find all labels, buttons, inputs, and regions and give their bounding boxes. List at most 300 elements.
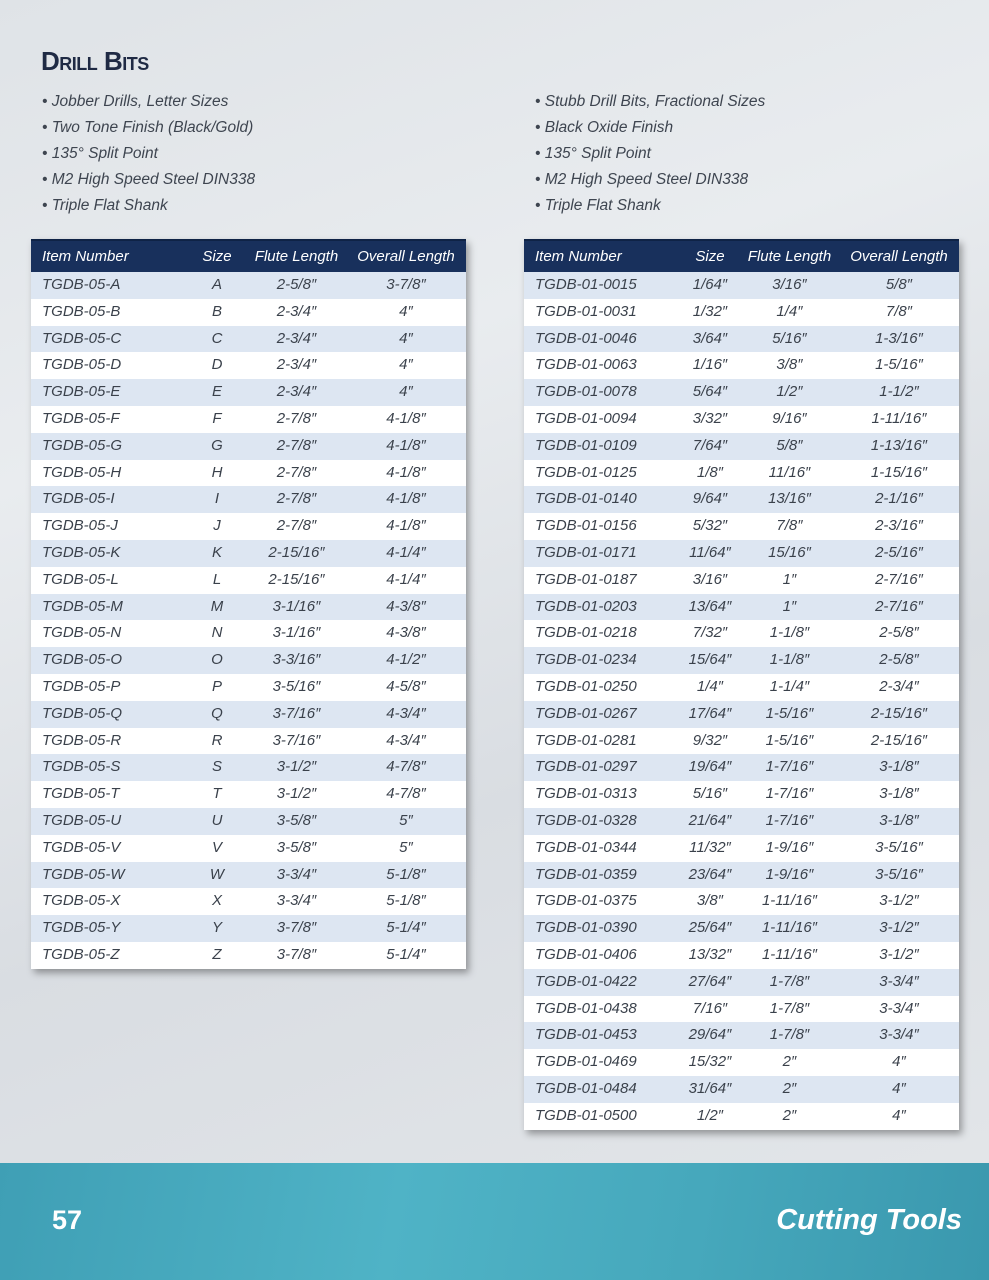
cell-item-number: TGDB-05-X [42, 892, 121, 910]
cell-size: K [211, 543, 222, 561]
cell-size: P [211, 677, 222, 695]
cell-size: E [211, 383, 222, 401]
cell-size: 1/8″ [696, 463, 724, 481]
cell-overall-length: 3-1/8″ [879, 785, 919, 803]
cell-flute-length: 3-5/8″ [276, 838, 317, 856]
cell-flute-length: 1-7/16″ [765, 811, 814, 829]
table-row [31, 379, 466, 406]
feature-item: • 135° Split Point [535, 141, 765, 167]
table-row [524, 379, 959, 406]
cell-flute-length: 1-7/16″ [765, 758, 814, 776]
cell-item-number: TGDB-05-P [42, 677, 121, 695]
cell-flute-length: 1-11/16″ [761, 945, 818, 963]
table-row [31, 594, 466, 621]
cell-item-number: TGDB-01-0218 [535, 624, 637, 642]
cell-item-number: TGDB-01-0500 [535, 1106, 637, 1124]
table-row [524, 567, 959, 594]
cell-size: F [212, 409, 222, 427]
feature-item: • Triple Flat Shank [42, 193, 255, 219]
cell-overall-length: 1-11/16″ [871, 409, 927, 427]
cell-flute-length: 2-3/4″ [276, 329, 317, 347]
cell-size: D [211, 356, 223, 374]
cell-overall-length: 4-5/8″ [386, 677, 426, 695]
cell-flute-length: 11/16″ [768, 463, 811, 481]
table-row [524, 1103, 959, 1130]
table-row [31, 835, 466, 862]
cell-overall-length: 5-1/8″ [386, 892, 426, 910]
cell-item-number: TGDB-05-J [42, 517, 118, 535]
cell-size: 3/32″ [692, 409, 728, 427]
cell-overall-length: 4-1/8″ [386, 409, 426, 427]
cell-overall-length: 4-1/8″ [386, 436, 426, 454]
cell-item-number: TGDB-01-0203 [535, 597, 637, 615]
cell-size: Q [211, 704, 223, 722]
cell-flute-length: 3-7/8″ [276, 919, 317, 937]
cell-size: 29/64″ [688, 1026, 732, 1044]
cell-overall-length: 5-1/4″ [386, 945, 426, 963]
cell-flute-length: 1-11/16″ [761, 919, 818, 937]
cell-flute-length: 7/8″ [776, 517, 803, 535]
cell-item-number: TGDB-01-0469 [535, 1053, 637, 1071]
cell-flute-length: 2-7/8″ [276, 436, 317, 454]
cell-item-number: TGDB-01-0250 [535, 677, 637, 695]
cell-overall-length: 2-15/16″ [870, 704, 928, 722]
cell-flute-length: 3-3/4″ [276, 865, 317, 883]
cell-size: 3/64″ [692, 329, 728, 347]
cell-size: U [211, 811, 223, 829]
cell-item-number: TGDB-05-D [42, 356, 122, 374]
cell-size: W [209, 865, 225, 883]
cell-overall-length: 4-7/8″ [386, 758, 426, 776]
cell-size: 23/64″ [688, 865, 732, 883]
cell-flute-length: 2-7/8″ [276, 409, 317, 427]
cell-item-number: TGDB-01-0484 [535, 1079, 637, 1097]
table-row [31, 620, 466, 647]
cell-overall-length: 3-1/2″ [879, 892, 919, 910]
table-row [524, 674, 959, 701]
cell-overall-length: 4-1/2″ [386, 651, 426, 669]
cell-size: G [211, 436, 223, 454]
cell-overall-length: 4-1/8″ [386, 463, 426, 481]
cell-flute-length: 3-1/2″ [276, 758, 317, 776]
feature-item: • Triple Flat Shank [535, 193, 765, 219]
cell-size: V [211, 838, 222, 856]
cell-item-number: TGDB-05-I [42, 490, 115, 508]
cell-size: 5/32″ [692, 517, 728, 535]
cell-flute-length: 1-1/8″ [769, 651, 810, 669]
cell-item-number: TGDB-05-O [42, 651, 123, 669]
cell-item-number: TGDB-05-Z [42, 945, 120, 963]
table-row [524, 701, 959, 728]
cell-flute-length: 1-1/4″ [769, 677, 810, 695]
table-row [524, 486, 959, 513]
cell-overall-length: 4″ [892, 1053, 906, 1071]
cell-overall-length: 4-3/4″ [386, 704, 426, 722]
cell-flute-length: 2″ [782, 1106, 797, 1124]
table-row [524, 540, 959, 567]
cell-overall-length: 1-1/2″ [879, 383, 919, 401]
cell-item-number: TGDB-01-0281 [535, 731, 637, 749]
cell-overall-length: 2-7/16″ [875, 597, 923, 615]
table-header [31, 239, 466, 272]
cell-overall-length: 4″ [399, 302, 413, 320]
table-row [31, 647, 466, 674]
cell-flute-length: 3-1/16″ [272, 597, 321, 615]
cell-overall-length: 4″ [399, 356, 413, 374]
table-row [524, 433, 959, 460]
cell-size: L [212, 570, 222, 588]
cell-item-number: TGDB-01-0156 [535, 517, 637, 535]
cell-overall-length: 3-1/8″ [879, 758, 919, 776]
cell-flute-length: 9/16″ [772, 409, 807, 427]
table-row [31, 486, 466, 513]
cell-flute-length: 2-15/16″ [268, 570, 325, 588]
table-row [524, 1049, 959, 1076]
cell-flute-length: 3-3/4″ [276, 892, 317, 910]
cell-flute-length: 1″ [782, 570, 797, 588]
cell-item-number: TGDB-01-0267 [535, 704, 637, 722]
cell-size: O [211, 651, 223, 669]
table-row [524, 647, 959, 674]
cell-flute-length: 3-5/8″ [276, 811, 317, 829]
cell-size: 1/4″ [696, 677, 724, 695]
table-row [31, 299, 466, 326]
cell-flute-length: 3-5/16″ [272, 677, 321, 695]
cell-flute-length: 3/8″ [776, 356, 803, 374]
feature-item: • Jobber Drills, Letter Sizes [42, 89, 255, 115]
cell-flute-length: 13/16″ [768, 490, 811, 508]
page-title: Drill Bits [41, 46, 149, 76]
cell-flute-length: 3-1/2″ [276, 785, 317, 803]
cell-size: 15/64″ [688, 651, 732, 669]
cell-item-number: TGDB-05-W [42, 865, 125, 883]
cell-item-number: TGDB-05-M [42, 597, 123, 615]
header-item-number: Item Number [535, 248, 622, 265]
table-row [524, 996, 959, 1023]
cell-item-number: TGDB-01-0234 [535, 651, 637, 669]
table-row [524, 272, 959, 299]
table-row [31, 433, 466, 460]
table-row [31, 352, 466, 379]
cell-size: 3/8″ [696, 892, 724, 910]
cell-size: J [213, 517, 221, 535]
cell-overall-length: 3-5/16″ [875, 838, 923, 856]
table-row [31, 513, 466, 540]
feature-item: • Stubb Drill Bits, Fractional Sizes [535, 89, 765, 115]
cell-size: R [211, 731, 223, 749]
cell-overall-length: 4-1/8″ [386, 490, 426, 508]
cell-flute-length: 2-7/8″ [276, 463, 317, 481]
right-feature-list [535, 89, 765, 219]
cell-flute-length: 3-7/16″ [272, 704, 321, 722]
cell-item-number: TGDB-01-0031 [535, 302, 637, 320]
cell-flute-length: 1-11/16″ [761, 892, 818, 910]
cell-item-number: TGDB-01-0171 [535, 543, 637, 561]
cell-size: Z [212, 945, 222, 963]
table-row [524, 862, 959, 889]
table-row [31, 808, 466, 835]
table-row [524, 781, 959, 808]
cell-flute-length: 2-7/8″ [276, 517, 317, 535]
cell-flute-length: 1-9/16″ [765, 838, 814, 856]
jobber-drills-table [31, 239, 466, 969]
table-row [31, 326, 466, 353]
cell-flute-length: 1-9/16″ [765, 865, 814, 883]
cell-size: 11/32″ [689, 838, 731, 856]
cell-overall-length: 2-3/4″ [879, 677, 919, 695]
cell-item-number: TGDB-05-Y [42, 919, 121, 937]
cell-overall-length: 2-1/16″ [875, 490, 923, 508]
left-feature-list [42, 89, 255, 219]
cell-item-number: TGDB-05-T [42, 785, 120, 803]
table-body [31, 272, 466, 969]
cell-size: 13/64″ [688, 597, 732, 615]
header-size: Size [695, 248, 725, 265]
cell-flute-length: 3/16″ [772, 276, 807, 293]
cell-flute-length: 3-7/8″ [276, 945, 317, 963]
table-row [31, 272, 466, 299]
cell-overall-length: 4″ [892, 1106, 906, 1124]
table-row [31, 862, 466, 889]
cell-item-number: TGDB-01-0344 [535, 838, 637, 856]
cell-flute-length: 15/16″ [768, 543, 811, 561]
cell-size: 25/64″ [688, 919, 732, 937]
cell-flute-length: 1-5/16″ [765, 704, 814, 722]
cell-size: X [211, 892, 222, 910]
table-row [524, 406, 959, 433]
table-row [31, 540, 466, 567]
table-row [524, 942, 959, 969]
table-row [524, 620, 959, 647]
cell-size: 9/64″ [692, 490, 728, 508]
cell-size: N [211, 624, 223, 642]
table-row [31, 728, 466, 755]
cell-item-number: TGDB-05-E [42, 383, 121, 401]
cell-size: H [211, 463, 223, 481]
cell-overall-length: 5-1/8″ [386, 865, 426, 883]
cell-item-number: TGDB-01-0015 [535, 276, 637, 293]
cell-item-number: TGDB-05-S [42, 758, 121, 776]
cell-item-number: TGDB-01-0328 [535, 811, 637, 829]
cell-overall-length: 5/8″ [885, 276, 913, 293]
table-row [31, 781, 466, 808]
table-row [524, 754, 959, 781]
header-overall-length: Overall Length [357, 248, 455, 265]
cell-size: I [214, 490, 220, 508]
cell-item-number: TGDB-01-0125 [535, 463, 637, 481]
cell-item-number: TGDB-05-A [42, 276, 121, 293]
cell-size: 1/32″ [692, 302, 728, 320]
cell-size: 1/2″ [696, 1106, 724, 1124]
feature-item: • 135° Split Point [42, 141, 255, 167]
cell-item-number: TGDB-05-F [42, 409, 120, 427]
cell-overall-length: 4-1/4″ [386, 543, 426, 561]
cell-item-number: TGDB-01-0187 [535, 570, 637, 588]
cell-size: A [211, 276, 222, 293]
cell-item-number: TGDB-05-L [42, 570, 119, 588]
table-row [31, 406, 466, 433]
cell-overall-length: 4-3/8″ [386, 624, 426, 642]
cell-overall-length: 3-1/2″ [879, 945, 919, 963]
cell-flute-length: 1-7/8″ [769, 999, 810, 1017]
cell-overall-length: 4″ [399, 329, 413, 347]
cell-overall-length: 4″ [399, 383, 413, 401]
cell-overall-length: 2-5/8″ [879, 651, 919, 669]
feature-item: • Two Tone Finish (Black/Gold) [42, 115, 255, 141]
cell-item-number: TGDB-01-0375 [535, 892, 637, 910]
cell-flute-length: 2-15/16″ [268, 543, 325, 561]
cell-overall-length: 1-5/16″ [875, 356, 923, 374]
cell-item-number: TGDB-01-0046 [535, 329, 637, 347]
cell-item-number: TGDB-05-H [42, 463, 122, 481]
cell-size: 17/64″ [688, 704, 732, 722]
cell-flute-length: 1/4″ [776, 302, 803, 320]
cell-flute-length: 1-7/8″ [769, 1026, 810, 1044]
cell-size: 7/32″ [692, 624, 728, 642]
cell-item-number: TGDB-05-U [42, 811, 122, 829]
feature-item: • M2 High Speed Steel DIN338 [42, 167, 255, 193]
header-flute-length: Flute Length [254, 248, 339, 265]
cell-flute-length: 1/2″ [776, 383, 803, 401]
cell-size: Y [211, 919, 222, 937]
cell-item-number: TGDB-01-0063 [535, 356, 637, 374]
cell-flute-length: 1-7/16″ [765, 785, 814, 803]
cell-size: 7/64″ [692, 436, 728, 454]
table-body [524, 272, 959, 1130]
cell-item-number: TGDB-05-C [42, 329, 122, 347]
cell-size: 1/16″ [692, 356, 728, 374]
cell-overall-length: 7/8″ [885, 302, 913, 320]
table-row [31, 888, 466, 915]
cell-overall-length: 3-3/4″ [879, 972, 919, 990]
table-row [524, 513, 959, 540]
section-title: Cutting Tools [776, 1204, 962, 1236]
table-row [524, 299, 959, 326]
cell-flute-length: 5/8″ [776, 436, 803, 454]
cell-size: 19/64″ [688, 758, 732, 776]
cell-overall-length: 1-3/16″ [875, 329, 923, 347]
table-row [31, 915, 466, 942]
cell-flute-length: 1-1/8″ [769, 624, 810, 642]
cell-flute-length: 3-1/16″ [272, 624, 321, 642]
table-row [524, 888, 959, 915]
header-size: Size [202, 248, 232, 265]
table-row [31, 674, 466, 701]
cell-overall-length: 2-7/16″ [875, 570, 923, 588]
cell-flute-length: 3-3/16″ [272, 651, 321, 669]
table-row [31, 567, 466, 594]
cell-overall-length: 2-5/16″ [875, 543, 923, 561]
cell-overall-length: 3-3/4″ [879, 999, 919, 1017]
table-row [524, 835, 959, 862]
table-row [524, 352, 959, 379]
cell-item-number: TGDB-01-0390 [535, 919, 637, 937]
cell-flute-length: 2-3/4″ [276, 356, 317, 374]
cell-overall-length: 4-3/4″ [386, 731, 426, 749]
cell-overall-length: 5-1/4″ [386, 919, 426, 937]
cell-flute-length: 5/16″ [772, 329, 807, 347]
cell-size: 15/32″ [688, 1053, 732, 1071]
cell-flute-length: 2-7/8″ [276, 490, 317, 508]
cell-size: M [210, 597, 224, 615]
cell-item-number: TGDB-05-K [42, 543, 121, 561]
cell-size: S [211, 758, 222, 776]
cell-item-number: TGDB-05-Q [42, 704, 123, 722]
cell-size: C [211, 329, 223, 347]
cell-flute-length: 2-3/4″ [276, 302, 317, 320]
cell-overall-length: 4-1/8″ [386, 517, 426, 535]
cell-size: 3/16″ [692, 570, 728, 588]
stubb-drills-table [524, 239, 959, 1130]
cell-overall-length: 4″ [892, 1079, 906, 1097]
table-row [524, 1076, 959, 1103]
cell-item-number: TGDB-05-R [42, 731, 122, 749]
cell-size: 1/64″ [692, 276, 728, 293]
cell-overall-length: 4-3/8″ [386, 597, 426, 615]
cell-item-number: TGDB-01-0438 [535, 999, 637, 1017]
cell-item-number: TGDB-05-G [42, 436, 123, 454]
cell-item-number: TGDB-05-N [42, 624, 122, 642]
table-row [524, 915, 959, 942]
table-row [31, 701, 466, 728]
cell-item-number: TGDB-01-0297 [535, 758, 637, 776]
cell-size: 7/16″ [692, 999, 728, 1017]
cell-overall-length: 3-7/8″ [386, 276, 426, 293]
cell-size: 21/64″ [688, 811, 732, 829]
cell-size: 27/64″ [688, 972, 732, 990]
cell-item-number: TGDB-05-V [42, 838, 121, 856]
cell-size: 5/64″ [692, 383, 728, 401]
cell-item-number: TGDB-01-0313 [535, 785, 637, 803]
cell-overall-length: 2-15/16″ [870, 731, 928, 749]
table-header [524, 239, 959, 272]
cell-item-number: TGDB-01-0359 [535, 865, 637, 883]
cell-overall-length: 3-1/8″ [879, 811, 919, 829]
table-row [524, 594, 959, 621]
cell-item-number: TGDB-01-0422 [535, 972, 637, 990]
table-row [31, 942, 466, 969]
cell-item-number: TGDB-05-B [42, 302, 121, 320]
table-row [31, 754, 466, 781]
table-row [524, 969, 959, 996]
cell-size: 31/64″ [688, 1079, 732, 1097]
cell-size: T [212, 785, 222, 803]
cell-overall-length: 3-3/4″ [879, 1026, 919, 1044]
cell-overall-length: 3-1/2″ [879, 919, 919, 937]
table-row [524, 326, 959, 353]
cell-overall-length: 2-5/8″ [879, 624, 919, 642]
cell-overall-length: 4-7/8″ [386, 785, 426, 803]
table-row [31, 460, 466, 487]
feature-item: • Black Oxide Finish [535, 115, 765, 141]
cell-size: B [211, 302, 222, 320]
table-row [524, 808, 959, 835]
cell-flute-length: 1-7/8″ [769, 972, 810, 990]
cell-item-number: TGDB-01-0078 [535, 383, 637, 401]
page-number: 57 [52, 1205, 83, 1235]
cell-flute-length: 3-7/16″ [272, 731, 321, 749]
cell-item-number: TGDB-01-0094 [535, 409, 637, 427]
cell-flute-length: 1-5/16″ [765, 731, 814, 749]
cell-overall-length: 3-5/16″ [875, 865, 923, 883]
header-flute-length: Flute Length [747, 248, 832, 265]
cell-item-number: TGDB-01-0140 [535, 490, 637, 508]
cell-overall-length: 1-13/16″ [870, 436, 928, 454]
cell-size: 5/16″ [692, 785, 728, 803]
feature-item: • M2 High Speed Steel DIN338 [535, 167, 765, 193]
cell-size: 9/32″ [692, 731, 728, 749]
header-overall-length: Overall Length [850, 248, 948, 265]
